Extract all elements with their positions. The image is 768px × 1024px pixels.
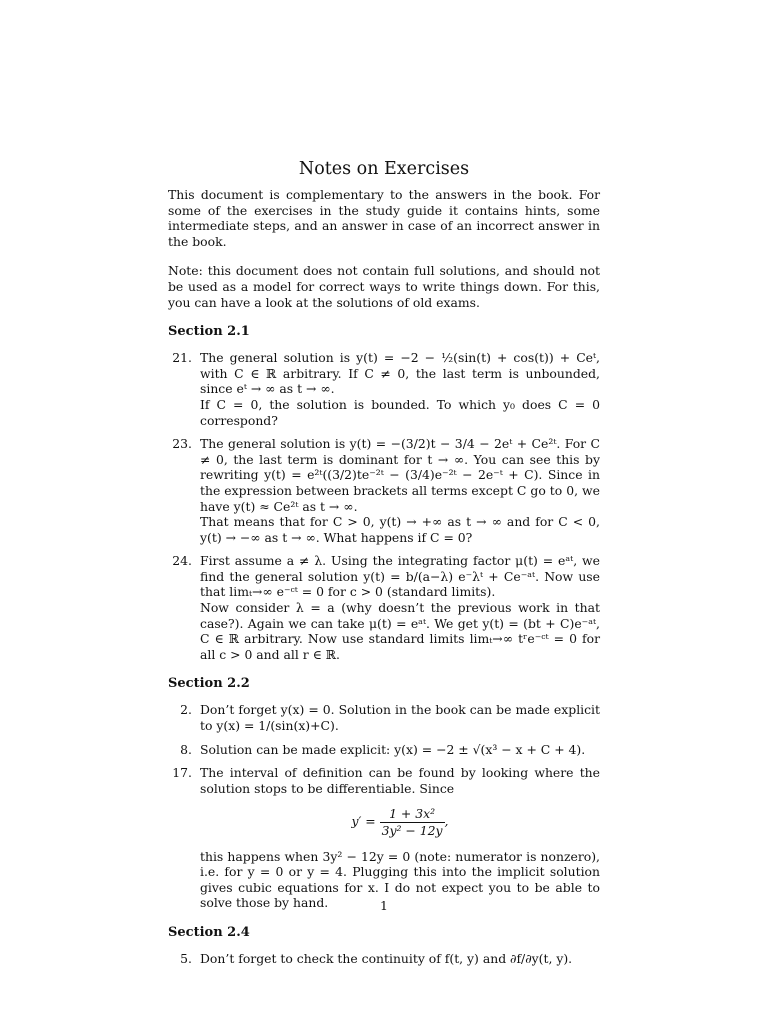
fraction-numerator: 1 + 3x² [380,806,445,823]
exercise-number: 8. [180,741,192,757]
exercise-list [168,951,600,967]
exercise-text: The interval of definition can be found by looking where the solution stops to be differentiable. Since [200,765,600,796]
section-heading: Section 2.4 [168,924,250,940]
exercise-text: That means that for C > 0, y(t) → +∞ as t → ∞ and for C < 0, y(t) → −∞ as t → ∞. What happens if C = 0? [200,514,600,545]
exercise-text: Solution can be made explicit: y(x) = −2 ± √(x³ − x + C + 4). [200,741,586,757]
section-heading: Section 2.2 [168,676,250,692]
exercise-text: The general solution is y(t) = −(3/2)t − 3/4 − 2eᵗ + Ce²ᵗ. For C ≠ 0, the last term is dominant for t → ∞. You can see this by rewriting y(t) = e²ᵗ((3/2)te⁻²ᵗ − (3/4)e⁻²ᵗ − 2e⁻ᵗ + C). Since in the expression between brackets all terms except C go to 0, we have y(t) ≈ Ce²ᵗ as t → ∞. [200,436,600,514]
equation-fraction [380,806,445,838]
section-heading: Section 2.1 [168,324,250,340]
exercise-item [168,702,600,733]
exercise-item [168,742,600,758]
note-paragraph: Note: this document does not contain full solutions, and should not be used as a model for correct ways to write things down. For this, you can have a look at the solutions of old exams. [168,263,600,310]
fraction-denominator: 3y² − 12y [381,823,443,838]
intro-paragraph: This document is complementary to the answers in the book. For some of the exercises in the study guide it contains hints, some intermediate steps, and an answer in case of an incorrect answer in the book. [168,187,600,249]
equation-punctuation: , [444,814,449,829]
exercise-number: 21. [172,350,192,366]
exercise-number: 24. [172,553,192,569]
exercise-item [168,436,600,545]
equation-lhs: y′ = [351,814,376,829]
exercise-number: 2. [180,702,192,718]
exercise-text: First assume a ≠ λ. Using the integrating factor μ(t) = eᵃᵗ, we find the general solution y(t) = b/(a−λ) e⁻λᵗ + Ce⁻ᵃᵗ. Now use that limₜ→∞ e⁻ᶜᵗ = 0 for c > 0 (standard limits). [200,553,600,600]
exercise-text: Don’t forget to check the continuity of f(t, y) and ∂f/∂y(t, y). [200,950,573,966]
exercise-list [168,702,600,911]
exercise-text: If C = 0, the solution is bounded. To which y₀ does C = 0 correspond? [200,396,600,428]
display-equation [200,806,600,838]
exercise-item [168,951,600,967]
exercise-number: 23. [172,436,192,452]
exercise-text: this happens when 3y² − 12y = 0 (note: numerator is nonzero), i.e. for y = 0 or y = 4. Plugging this into the implicit solution gives cubic equations for x. I do not expect you to be able to solve those by hand. [200,848,600,911]
exercise-text: Don’t forget y(x) = 0. Solution in the book can be made explicit to y(x) = 1/(sin(x)+C). [200,702,600,734]
page-number: 1 [380,898,388,913]
exercise-number: 5. [180,950,192,966]
exercise-number: 17. [172,765,192,781]
exercise-item [168,350,600,428]
document-body [168,187,600,975]
exercise-item [168,553,600,662]
exercise-text: Now consider λ = a (why doesn’t the previous work in that case?). Again we can take μ(t) = eᵃᵗ. We get y(t) = (bt + C)e⁻ᵃᵗ, C ∈ ℝ arbitrary. Now use standard limits limₜ→∞ tʳe⁻ᶜᵗ = 0 for all c > 0 and all r ∈ ℝ. [200,600,600,662]
exercise-list [168,350,600,662]
page-title: Notes on Exercises [298,159,470,179]
exercise-text: The general solution is y(t) = −2 − ½(sin(t) + cos(t)) + Ceᵗ, with C ∈ ℝ arbitrary. If C ≠ 0, the last term is unbounded, since eᵗ → ∞ as t → ∞. [200,350,600,397]
exercise-item [168,765,600,911]
